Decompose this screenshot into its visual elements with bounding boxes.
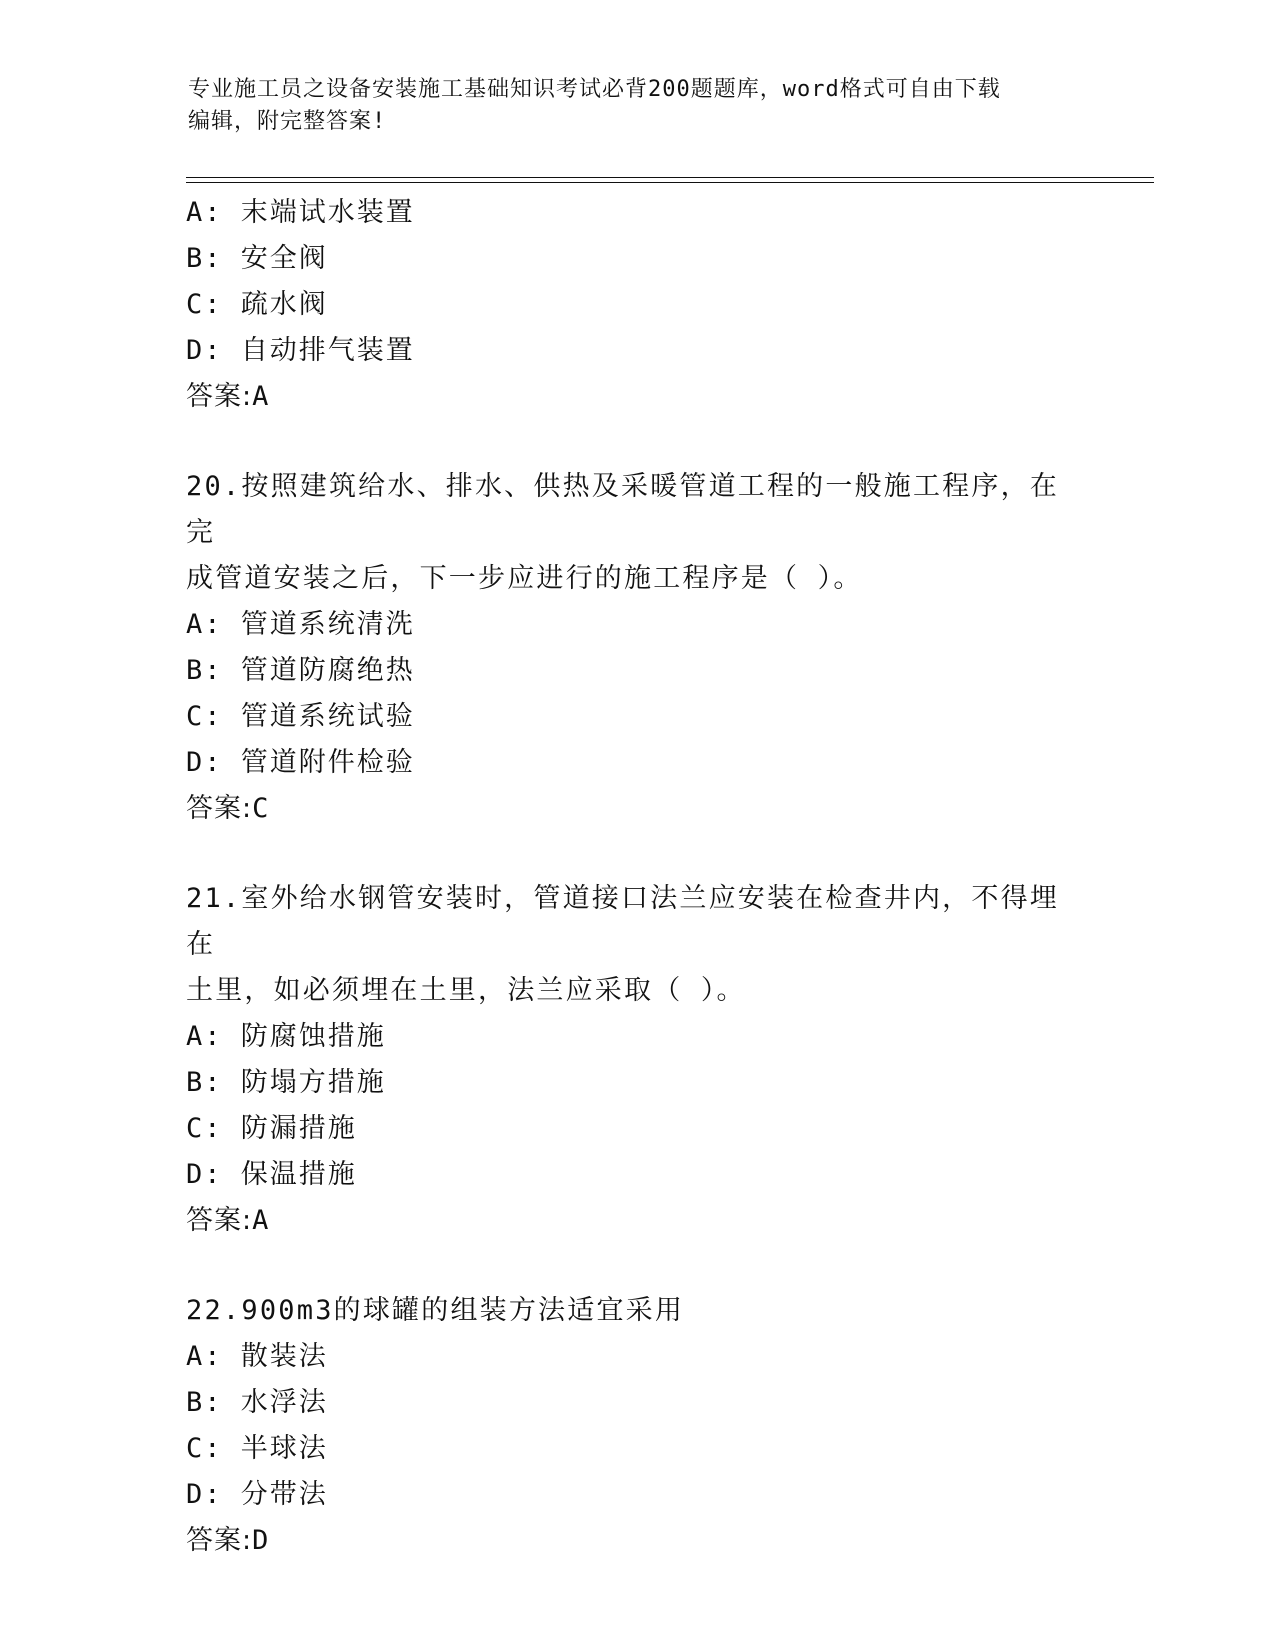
question-stem-line2: 土里，如必须埋在土里，法兰应采取（ ）。 bbox=[186, 975, 746, 1006]
option-a: A: 防腐蚀措施 bbox=[186, 1021, 386, 1052]
answer-line bbox=[186, 374, 1086, 420]
option-d: D: 保温措施 bbox=[186, 1159, 357, 1190]
document-header bbox=[188, 74, 1088, 138]
question-stem-line1: 20.按照建筑给水、排水、供热及采暖管道工程的一般施工程序，在完 bbox=[186, 471, 1059, 548]
question-stem-line1: 22.900m3的球罐的组装方法适宜采用 bbox=[186, 1295, 685, 1326]
answer-line bbox=[186, 1198, 1086, 1244]
answer-label: 答案: bbox=[186, 1525, 253, 1556]
answer-label: 答案: bbox=[186, 381, 253, 412]
question-21 bbox=[186, 876, 1086, 1244]
header-divider-bottom bbox=[186, 182, 1154, 183]
answer-label: 答案: bbox=[186, 1205, 253, 1236]
question-stem-line1: 21.室外给水钢管安装时，管道接口法兰应安装在检查井内，不得埋在 bbox=[186, 883, 1059, 960]
header-title-line2: 编辑，附完整答案! bbox=[188, 109, 387, 134]
answer-value: A bbox=[252, 381, 270, 412]
option-c: C: 半球法 bbox=[186, 1433, 328, 1464]
answer-label: 答案: bbox=[186, 793, 253, 824]
answer-value: A bbox=[252, 1205, 270, 1236]
option-b: B: 安全阀 bbox=[186, 243, 328, 274]
question-list bbox=[186, 190, 1086, 1564]
option-d: D: 分带法 bbox=[186, 1479, 328, 1510]
question-20 bbox=[186, 464, 1086, 832]
option-b: B: 水浮法 bbox=[186, 1387, 328, 1418]
option-a: A: 末端试水装置 bbox=[186, 197, 415, 228]
option-d: D: 自动排气装置 bbox=[186, 335, 415, 366]
question-stem-line2: 成管道安装之后，下一步应进行的施工程序是（ ）。 bbox=[186, 563, 863, 594]
header-divider-top bbox=[186, 177, 1154, 178]
answer-value: D bbox=[252, 1525, 270, 1556]
option-b: B: 防塌方措施 bbox=[186, 1067, 386, 1098]
option-b: B: 管道防腐绝热 bbox=[186, 655, 415, 686]
option-c: C: 疏水阀 bbox=[186, 289, 328, 320]
option-a: A: 管道系统清洗 bbox=[186, 609, 415, 640]
header-title-line1: 专业施工员之设备安装施工基础知识考试必背200题题库，word格式可自由下载 bbox=[188, 77, 1001, 102]
answer-value: C bbox=[252, 793, 270, 824]
option-c: C: 防漏措施 bbox=[186, 1113, 357, 1144]
answer-line bbox=[186, 786, 1086, 832]
option-d: D: 管道附件检验 bbox=[186, 747, 415, 778]
answer-line bbox=[186, 1518, 1086, 1564]
question-19 bbox=[186, 190, 1086, 420]
option-c: C: 管道系统试验 bbox=[186, 701, 415, 732]
question-22 bbox=[186, 1288, 1086, 1564]
option-a: A: 散装法 bbox=[186, 1341, 328, 1372]
